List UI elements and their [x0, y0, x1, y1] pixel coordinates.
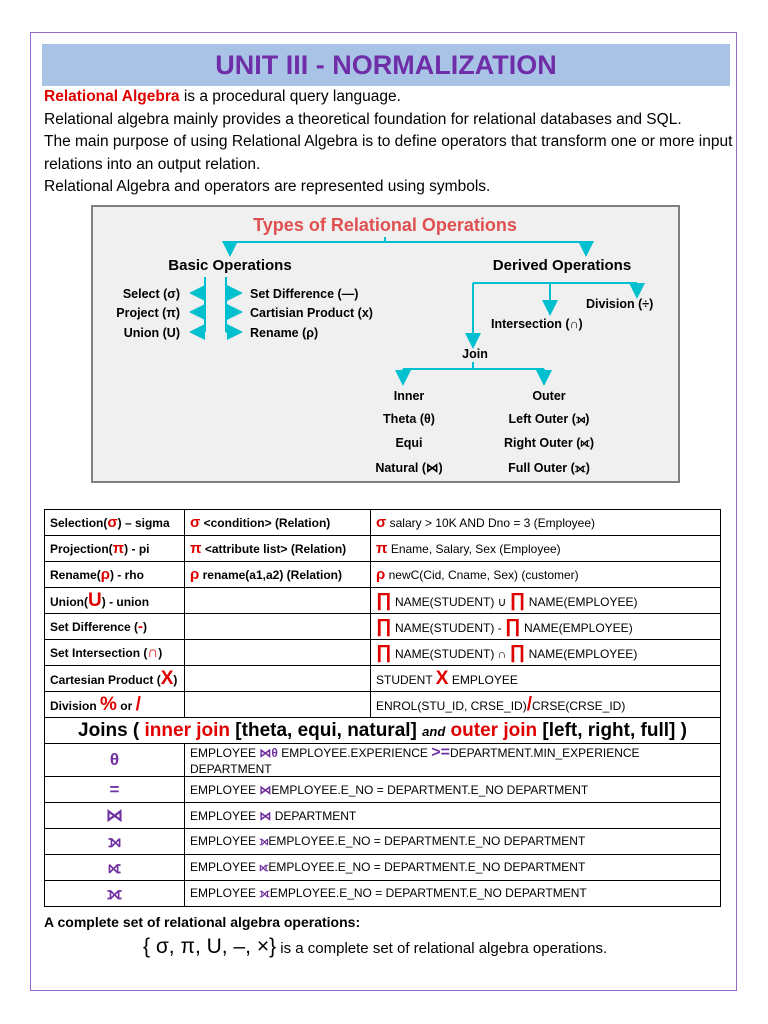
table-row: ⋈ EMPLOYEE ⋈ DEPARTMENT	[45, 803, 721, 829]
intro-highlight: Relational Algebra	[44, 88, 180, 105]
intro-line-4: Relational Algebra and operators are represented using symbols.	[44, 178, 491, 195]
op-set-difference: Set Difference (—)	[250, 287, 359, 301]
join-theta: Theta (θ)	[383, 412, 435, 426]
derived-operations: Derived Operations	[492, 257, 632, 274]
join-right-outer: Right Outer (⟖)	[504, 436, 594, 450]
joins-heading: Joins ( inner join [theta, equi, natural] and outer join [left, right, full] )	[45, 718, 721, 744]
op-intersection: Intersection (∩)	[491, 317, 583, 331]
operations-table	[44, 509, 721, 907]
title-bar	[42, 44, 730, 86]
op-select: Select (σ)	[122, 287, 180, 301]
footer-line	[143, 935, 607, 959]
table-row: = EMPLOYEE ⋈EMPLOYEE.E_NO = DEPARTMENT.E_NO DEPARTMENT	[45, 777, 721, 803]
join-inner: Inner	[393, 389, 425, 403]
intro-line-1-rest: is a procedural query language.	[179, 88, 401, 105]
table-row: Set Intersection (∩) ∏ NAME(STUDENT) ∩ ∏ NAME(EMPLOYEE)	[45, 640, 721, 666]
table-row: Selection(σ) – sigma σ <condition> (Relation) σ salary > 10K AND Dno = 3 (Employee)	[45, 510, 721, 536]
join-full-outer: Full Outer (⟗)	[508, 461, 590, 475]
table-row: ⟖ EMPLOYEE ⟖EMPLOYEE.E_NO = DEPARTMENT.E_NO DEPARTMENT	[45, 855, 721, 881]
op-join: Join	[462, 347, 488, 361]
joins-heading-row	[45, 718, 721, 744]
join-left-outer: Left Outer (⟕)	[508, 412, 590, 426]
table-row: ⟕ EMPLOYEE ⟕EMPLOYEE.E_NO = DEPARTMENT.E_NO DEPARTMENT	[45, 829, 721, 855]
join-natural: Natural (⋈)	[375, 461, 443, 475]
table-row: Projection(π) - pi π <attribute list> (Relation) π Ename, Salary, Sex (Employee)	[45, 536, 721, 562]
op-union: Union (U)	[123, 326, 180, 340]
page-title: UNIT III - NORMALIZATION	[215, 50, 557, 80]
join-outer: Outer	[532, 389, 566, 403]
operations-set: { σ, π, U, –, ×}	[143, 935, 277, 958]
op-cartesian: Cartisian Product (x)	[250, 306, 373, 320]
intro-line-2: Relational algebra mainly provides a theoretical foundation for relational databases and SQL.	[44, 110, 682, 128]
operations-diagram	[91, 205, 680, 483]
intro-line-3: The main purpose of using Relational Algebra is to define operators that transform one or more input relations into an output relation.	[44, 133, 733, 173]
op-project: Project (π)	[116, 306, 180, 320]
footer-rest: is a complete set of relational algebra operations.	[276, 940, 608, 957]
table-row: Cartesian Product (X) STUDENT X EMPLOYEE	[45, 666, 721, 692]
table-row: Set Difference (-) ∏ NAME(STUDENT) - ∏ NAME(EMPLOYEE)	[45, 614, 721, 640]
table-row: Division % or / ENROL(STU_ID, CRSE_ID)/CRSE(CRSE_ID)	[45, 692, 721, 718]
op-division: Division (÷)	[586, 297, 654, 311]
intro-line-1	[44, 86, 734, 109]
table-row: ⟗ EMPLOYEE ⟗EMPLOYEE.E_NO = DEPARTMENT.E_NO DEPARTMENT	[45, 881, 721, 907]
join-equi: Equi	[395, 436, 423, 450]
basic-operations: Basic Operations	[168, 257, 292, 274]
footer-heading: A complete set of relational algebra operations:	[44, 914, 361, 930]
table-row: θ EMPLOYEE ⋈θ EMPLOYEE.EXPERIENCE >=DEPARTMENT.MIN_EXPERIENCE DEPARTMENT	[45, 744, 721, 777]
diagram-title: Types of Relational Operations	[253, 215, 517, 235]
intro-text	[44, 86, 734, 199]
op-rename: Rename (ρ)	[250, 326, 319, 340]
table-row: Union(U) - union ∏ NAME(STUDENT) ∪ ∏ NAME(EMPLOYEE)	[45, 588, 721, 614]
table-row: Rename(ρ) - rho ρ rename(a1,a2) (Relation) ρ newC(Cid, Cname, Sex) (customer)	[45, 562, 721, 588]
